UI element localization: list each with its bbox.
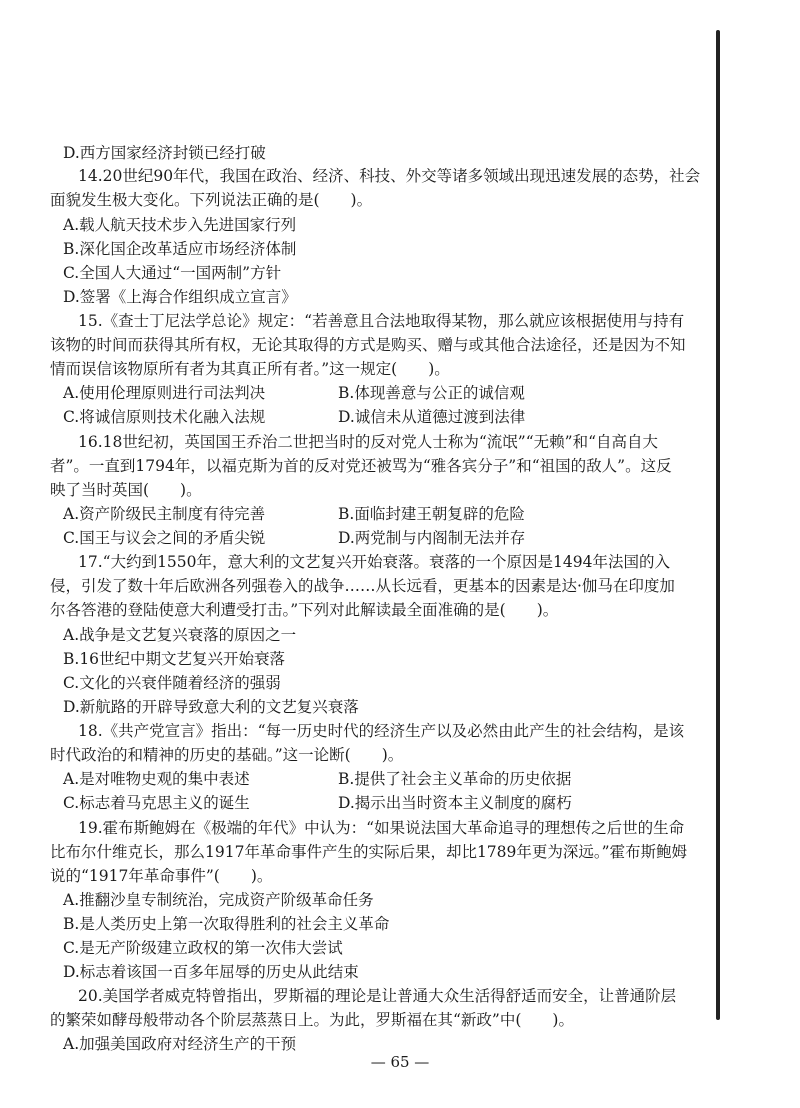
q20-stem-line-1: 20.美国学者威克特曾指出，罗斯福的理论是让普通大众生活得舒适而安全，让普通阶层 (78, 987, 677, 1005)
q13-option-d: D.西方国家经济封锁已经打破 (63, 144, 266, 162)
q15-option-a: A.使用伦理原则进行司法判决 (63, 384, 266, 402)
q19-stem-line-2: 比布尔什维克长，那么1917年革命事件产生的实际后果，却比1789年更为深远。”霍布斯鲍姆 (50, 843, 688, 861)
q19-option-c: C.是无产阶级建立政权的第一次伟大尝试 (63, 939, 343, 957)
q16-option-b: B.面临封建王朝复辟的危险 (338, 505, 525, 523)
q15-stem-line-3: 情而误信该物原所有者为其真正所有者。”这一规定( )。 (50, 360, 450, 378)
q16-stem-line-1: 16.18世纪初，英国国王乔治二世把当时的反对党人士称为“流氓”“无赖”和“自高自大 (78, 433, 658, 451)
q16-stem-line-2: 者”。一直到1794年，以福克斯为首的反对党还被骂为“雅各宾分子”和“祖国的敌人”。这反 (50, 457, 672, 475)
q16-option-a: A.资产阶级民主制度有待完善 (63, 505, 266, 523)
q19-option-b: B.是人类历史上第一次取得胜利的社会主义革命 (63, 915, 390, 933)
q18-option-a: A.是对唯物史观的集中表述 (63, 770, 250, 788)
q14-option-b: B.深化国企改革适应市场经济体制 (63, 240, 297, 258)
page-number: — 65 — (370, 1053, 430, 1071)
q17-stem-line-3: 尔各答港的登陆使意大利遭受打击。”下列对此解读最全面准确的是( )。 (50, 601, 559, 619)
q14-stem-line-2: 面貌发生极大变化。下列说法正确的是( )。 (50, 191, 373, 209)
q15-stem-line-1: 15.《查士丁尼法学总论》规定：“若善意且合法地取得某物，那么就应该根据使用与持有 (78, 312, 685, 330)
q19-option-a: A.推翻沙皇专制统治，完成资产阶级革命任务 (63, 891, 374, 909)
q17-stem-line-2: 侵，引发了数十年后欧洲各列强卷入的战争……从长远看，更基本的因素是达·伽马在印度加 (50, 577, 675, 595)
q16-stem-line-3: 映了当时英国( )。 (50, 481, 202, 499)
q18-stem-line-2: 时代政治的和精神的历史的基础。”这一论断( )。 (50, 746, 404, 764)
q15-option-d: D.诚信未从道德过渡到法律 (338, 408, 526, 426)
q18-stem-line-1: 18.《共产党宣言》指出：“每一历史时代的经济生产以及必然由此产生的社会结构，是该 (78, 722, 685, 740)
q20-option-a: A.加强美国政府对经济生产的干预 (63, 1035, 297, 1053)
q20-stem-line-2: 的繁荣如酵母般带动各个阶层蒸蒸日上。为此，罗斯福在其“新政”中( )。 (50, 1011, 574, 1029)
q17-option-b: B.16世纪中期文艺复兴开始衰落 (63, 650, 286, 668)
q19-stem-line-1: 19.霍布斯鲍姆在《极端的年代》中认为：“如果说法国大革命追寻的理想传之后世的生命 (78, 819, 685, 837)
q14-stem-line-1: 14.20世纪90年代，我国在政治、经济、科技、外交等诸多领域出现迅速发展的态势，社会 (78, 167, 701, 185)
q15-stem-line-2: 该物的时间而获得其所有权，无论其取得的方式是购买、赠与或其他合法途径，还是因为不知 (50, 336, 686, 354)
q14-option-d: D.签署《上海合作组织成立宣言》 (63, 288, 297, 306)
q17-option-a: A.战争是文艺复兴衰落的原因之一 (63, 626, 297, 644)
q17-option-c: C.文化的兴衰伴随着经济的强弱 (63, 674, 281, 692)
q14-option-a: A.载人航天技术步入先进国家行列 (63, 216, 297, 234)
q16-option-c: C.国王与议会之间的矛盾尖锐 (63, 529, 266, 547)
q18-option-b: B.提供了社会主义革命的历史依据 (338, 770, 572, 788)
q15-option-b: B.体现善意与公正的诚信观 (338, 384, 525, 402)
q14-option-c: C.全国人大通过“一国两制”方针 (63, 264, 282, 282)
scan-binding-edge (716, 30, 720, 1020)
q17-option-d: D.新航路的开辟导致意大利的文艺复兴衰落 (63, 698, 359, 716)
q18-option-d: D.揭示出当时资本主义制度的腐朽 (338, 794, 572, 812)
q18-option-c: C.标志着马克思主义的诞生 (63, 794, 250, 812)
q19-stem-line-3: 说的“1917年革命事件”( )。 (50, 867, 273, 885)
q17-stem-line-1: 17.“大约到1550年，意大利的文艺复兴开始衰落。衰落的一个原因是1494年法国的入 (78, 553, 670, 571)
q15-option-c: C.将诚信原则技术化融入法规 (63, 408, 266, 426)
q19-option-d: D.标志着该国一百多年屈辱的历史从此结束 (63, 963, 359, 981)
q16-option-d: D.两党制与内阁制无法并存 (338, 529, 526, 547)
